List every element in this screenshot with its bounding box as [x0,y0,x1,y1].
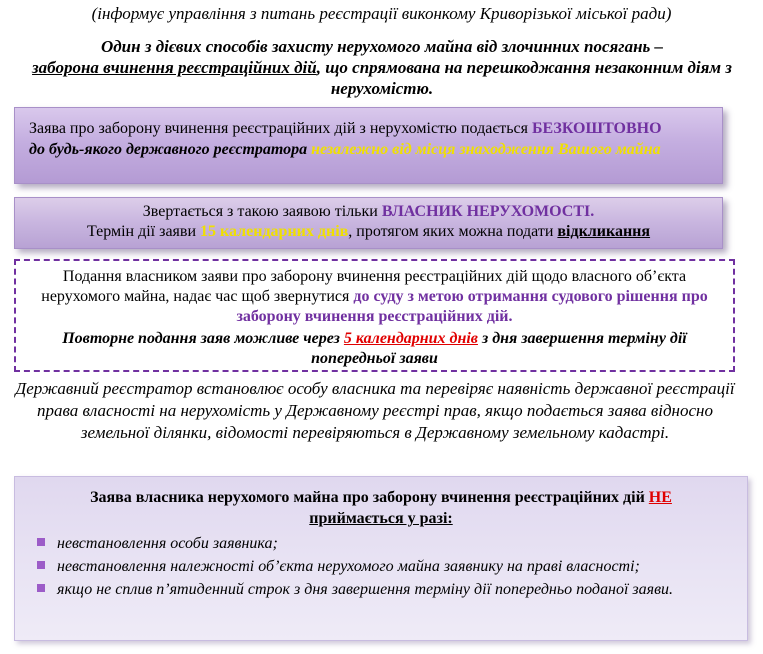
list-item [37,579,725,600]
box3-paragraph1 [30,267,719,327]
any-registrar-text: до будь-якого державного реєстратора [29,141,308,158]
five-days-label: 5 календарних днів [343,330,478,347]
headline-underlined: заборона вчинення реєстраційних дій [32,58,317,77]
box3-paragraph2 [30,329,719,369]
rejection-reasons-list [37,533,725,600]
box1-text1: Заява про заборону вчинення реєстраційних дій з нерухомістю подається [29,120,532,137]
rejection-title-text1: Заява власника нерухомого майна про заборону вчинення реєстраційних дій [90,489,649,506]
square-bullet-icon [37,561,45,569]
court-decision-text: до суду з метою отримання судового рішення про заборону вчинення реєстраційних дій. [236,288,708,325]
free-submission-box [14,107,723,184]
free-of-charge-label: БЕЗКОШТОВНО [531,120,662,137]
registrar-verification-paragraph: Державний реєстратор встановлює особу власника та перевіряє наявність державної реєстрації права власності на нерухомість у Державному реєстрі прав, якщо подається заява відносно земельної ділянки, відомості перевіряються в Державному земельному кадастрі. [15,379,735,442]
box3-text3: Повторне подання заяв можливе через [62,330,344,347]
property-owner-label: ВЛАСНИК НЕРУХОМОСТІ. [381,203,595,220]
list-item [37,556,725,577]
headline-part3: , що спрямована на перешкоджання незаконним діям з нерухомістю. [316,58,732,98]
court-time-box [14,259,735,372]
list-item-text: невстановлення особи заявника; [57,535,278,552]
box2-text1: Звертається з такою заявою тільки [142,203,382,220]
source-note: (інформує управління з питань реєстрації виконкому Криворізької міської ради) [91,4,672,23]
square-bullet-icon [37,584,45,592]
box2-text5: , протягом яких можна подати [348,223,558,240]
box2-text3: Термін дії заяви [86,223,201,240]
headline-part1: Один з дієвих способів захисту нерухомого майна від злочинних посягань – [100,37,664,56]
box3-text5: з дня завершення терміну дії попередньої заяви [311,330,687,367]
not-label: НЕ [648,489,672,506]
list-item [37,533,725,554]
revocation-label: відкликання [557,223,651,240]
box3-text1: Подання власником заяви про заборону вчинення реєстраційних дій щодо власного об’єкта нерухомого майна, надає час щоб звернутися [41,268,687,305]
location-independent-text: незалежно від місця знаходження Вашого майна [307,141,661,158]
fifteen-days-label: 15 календарних днів [200,223,349,240]
headline [22,36,742,99]
rejection-reasons-box [14,476,748,641]
rejection-title [37,487,725,529]
list-item-text: невстановлення належності об’єкта нерухомого майна заявнику на праві власності; [57,558,640,575]
rejection-title-text2: приймається у разі: [309,510,453,527]
owner-only-box [14,197,723,249]
square-bullet-icon [37,538,45,546]
list-item-text: якщо не сплив п’ятиденний строк з дня завершення терміну дії попередньо поданої заяви. [57,581,674,598]
